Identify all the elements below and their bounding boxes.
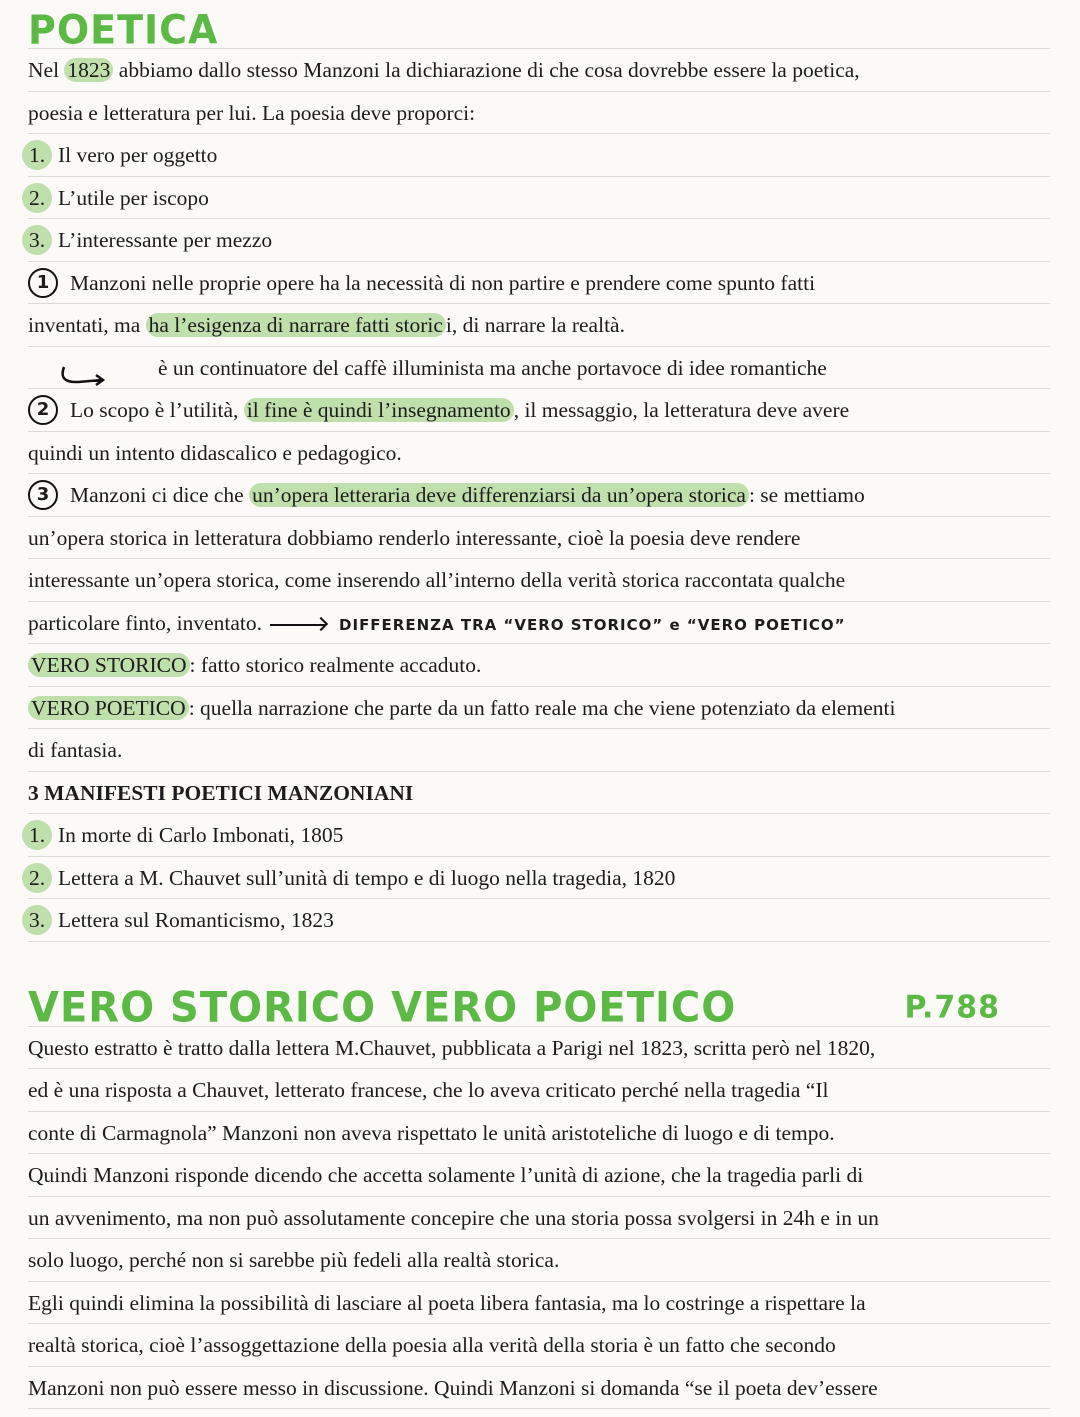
text-line [28,1324,1050,1367]
title-text: POETICA [28,6,219,54]
text-segment: Manzoni nelle proprie opere ha la necessità di non partire e prendere come spunto fatti [70,270,816,295]
arrow-right-icon [270,624,325,626]
text-line [28,262,1050,305]
text-segment: Il vero per oggetto [58,143,218,167]
text-segment: conte di Carmagnola” Manzoni non aveva rispettato le unità aristoteliche di luogo e di tempo. [28,1120,835,1145]
text-line [28,1197,1050,1240]
text-segment: solo luogo, perché non si sarebbe più fedeli alla realtà storica. [28,1248,560,1272]
text-line [28,474,1050,517]
text-line [28,92,1050,135]
circled-number: 1 [28,268,58,298]
text-segment: Questo estratto è tratto dalla lettera M.Chauvet, pubblicata a Parigi nel 1823, scritta però nel 1820, [28,1035,876,1060]
text-segment: Nel [28,58,65,82]
text-line [28,389,1050,432]
text-segment: L’utile per iscopo [58,185,209,210]
text-segment: i, di narrare la realtà. [445,313,625,337]
text-segment: : quella narrazione che parte da un fatto reale ma che viene potenziato da elementi [188,695,896,720]
list-item [28,857,1050,900]
highlighted-text: un’opera letteraria deve differenziarsi da un’opera storica [249,483,749,507]
text-line [28,1282,1050,1325]
section-title-poetica [28,0,1050,54]
list-item [28,219,1050,262]
text-segment: poesia e letteratura per lui. La poesia deve proporci: [28,100,476,125]
text-segment: In morte di Carlo Imbonati, 1805 [58,823,344,847]
text-segment: un avvenimento, ma non può assolutamente concepire che una storia possa svolgersi in 24h e in un [28,1205,879,1230]
text-segment: : se mettiamo [748,483,865,507]
highlighted-text: il fine è quindi l’insegnamento [244,398,514,422]
text-segment: 3 MANIFESTI POETICI MANZONIANI [28,780,414,805]
text-segment: Lo scopo è l’utilità, [70,398,244,422]
highlighted-text: VERO STORICO [28,653,190,677]
list-number: 2. [22,863,52,893]
text-segment: Manzoni ci dice che [70,483,250,507]
list-item [28,899,1050,942]
text-line [28,1027,1050,1070]
text-segment: realtà storica, cioè l’assoggettazione della poesia alla verità della storia è un fatto che secondo [28,1333,836,1357]
highlighted-text: 1823 [64,58,113,82]
text-segment: Quindi Manzoni risponde dicendo che accetta solamente l’unità di azione, che la tragedia parli di [28,1163,864,1187]
text-line [28,559,1050,602]
text-segment: Lettera sul Romanticismo, 1823 [58,908,334,932]
text-line [28,687,1050,730]
text-line [28,602,1050,645]
text-segment: interessante un’opera storica, come inserendo all’interno della verità storica raccontata qualche [28,568,846,592]
text-segment: Manzoni non può essere messo in discussione. Quindi Manzoni si domanda “se il poeta dev’essere [28,1375,878,1400]
text-segment: L’interessante per mezzo [58,228,273,252]
text-line [28,49,1050,92]
text-line [28,1069,1050,1112]
text-line [28,1367,1050,1410]
circled-number: 2 [28,395,58,425]
text-line [28,304,1050,347]
list-number: 1. [22,140,52,170]
text-segment: particolare finto, inventato. [28,610,263,635]
text-segment: inventati, ma [28,313,146,337]
list-item [28,814,1050,857]
title-text: VERO STORICO VERO POETICO [28,983,737,1033]
list-item [28,134,1050,177]
text-segment: , il messaggio, la letteratura deve avere [513,398,850,422]
text-segment: : fatto storico realmente accaduto. [189,653,482,677]
text-line [28,1239,1050,1282]
text-line [28,644,1050,687]
list-number: 2. [22,183,52,213]
text-line [28,1112,1050,1155]
section-title-vero [28,983,1050,1033]
list-item [28,177,1050,220]
text-line [28,772,1050,815]
text-segment: Lettera a M. Chauvet sull’unità di tempo e di luogo nella tragedia, 1820 [58,865,676,890]
section-poetica [0,49,1080,942]
text-segment: Egli quindi elimina la possibilità di lasciare al poeta libera fantasia, ma lo costringe a rispettare la [28,1290,866,1315]
list-number: 3. [22,225,52,255]
section-vero-storico [0,1027,1080,1410]
text-segment: ed è una risposta a Chauvet, letterato francese, che lo aveva criticato perché nella tragedia “Il [28,1078,829,1102]
text-segment: quindi un intento didascalico e pedagogico. [28,440,402,465]
text-line [28,729,1050,772]
highlighted-text: VERO POETICO [28,696,189,720]
list-number: 3. [22,905,52,935]
hook-arrow-icon [58,359,108,381]
text-segment: abbiamo dallo stesso Manzoni la dichiarazione di che cosa dovrebbe essere la poetica, [113,58,860,82]
spacer [28,942,1050,985]
text-segment: di fantasia. [28,738,123,762]
page-reference: P.788 [904,989,1000,1026]
text-segment: un’opera storica in letteratura dobbiamo renderlo interessante, cioè la poesia deve rendere [28,525,801,550]
list-number: 1. [22,820,52,850]
text-line [28,517,1050,560]
text-line [28,347,1050,390]
text-line [28,1154,1050,1197]
circled-number: 3 [28,480,58,510]
text-line [28,432,1050,475]
handwritten-note: DIFFERENZA TRA “VERO STORICO” e “VERO POETICO” [339,615,846,634]
text-segment: è un continuatore del caffè illuminista ma anche portavoce di idee romantiche [158,355,827,380]
highlighted-text: ha l’esigenza di narrare fatti storic [146,313,446,337]
